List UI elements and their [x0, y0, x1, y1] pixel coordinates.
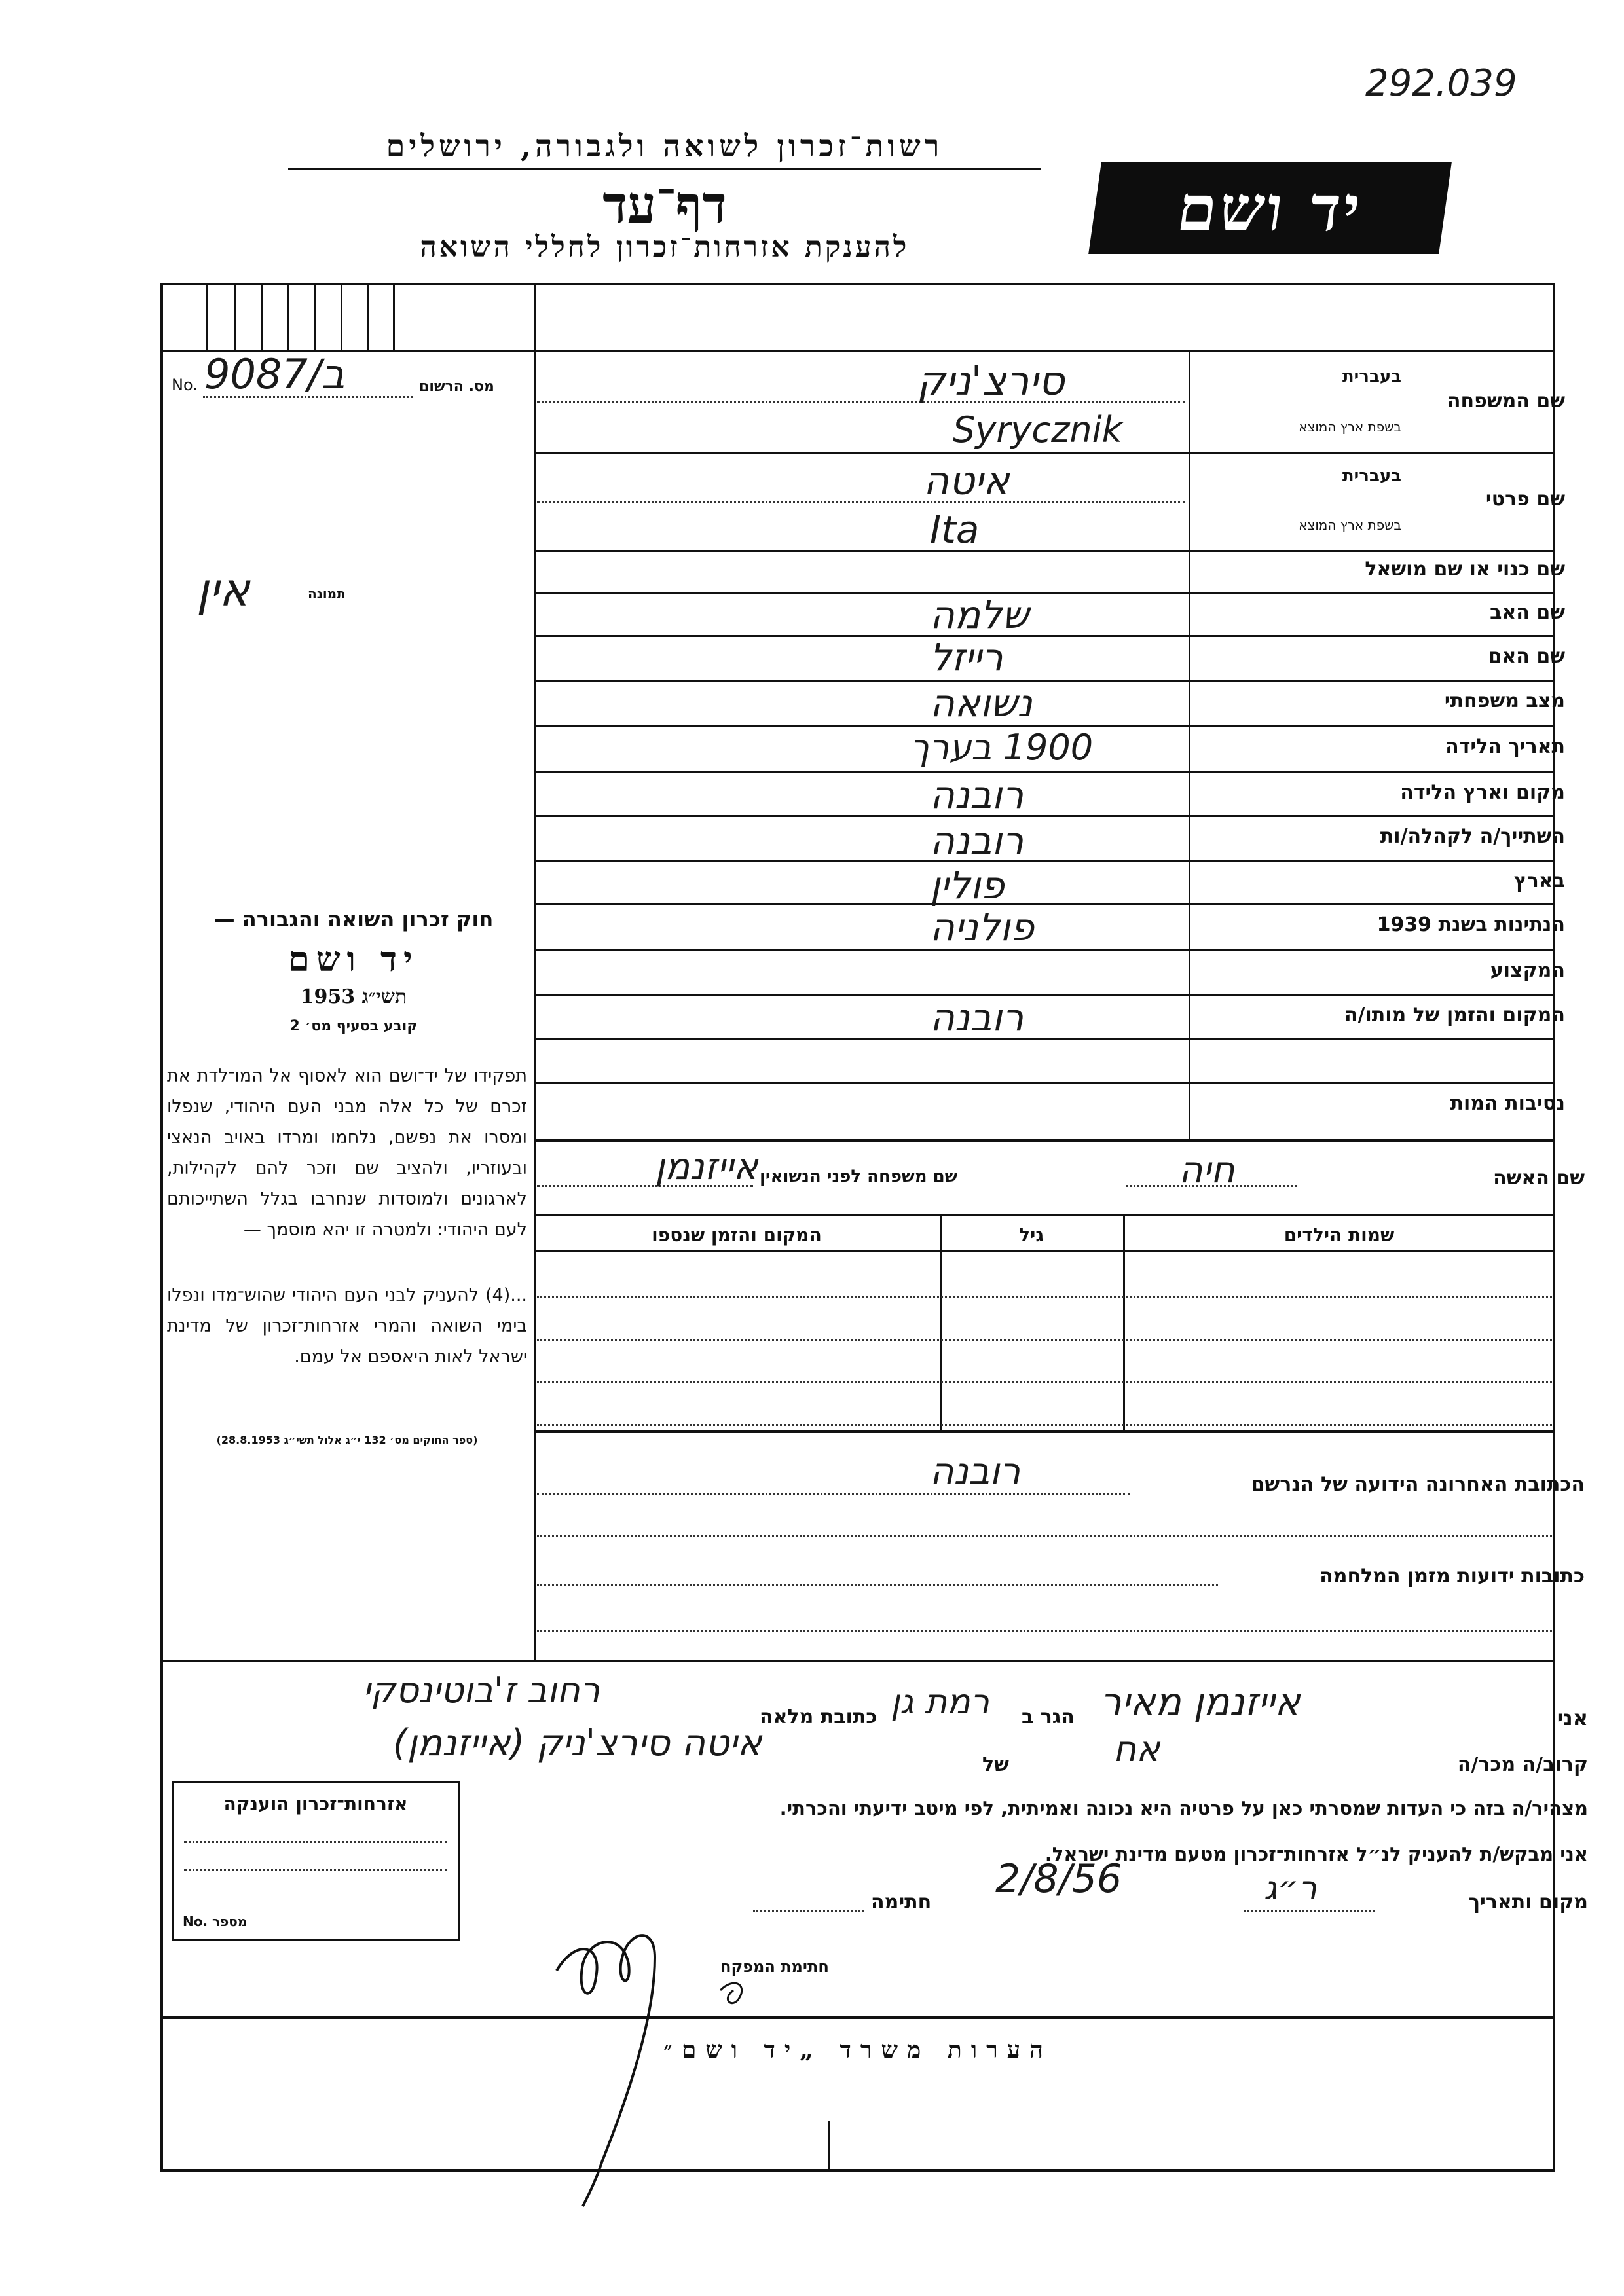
resides-value: רמת גן: [891, 1683, 989, 1722]
birth-place-value: רובנה: [930, 773, 1024, 817]
spouse-maiden: אייזנמן: [655, 1146, 758, 1188]
supervisor-label: חתימת המפקח: [720, 1958, 829, 1976]
statement-2: אני מבקש/ת להעניק לנ״ל אזרחות־זכרון מטעם מדינת ישראל.: [1044, 1843, 1588, 1865]
registration-no-label: No.: [172, 376, 198, 394]
declaration-i-label: אני: [1557, 1705, 1588, 1730]
father-label: שם האב: [1490, 601, 1565, 624]
last-address-label: הכתובת האחרונה הידועה של הנרשם: [1251, 1473, 1585, 1496]
citizenship-box-title: אזרחות־זכרון הוענקה: [223, 1793, 408, 1815]
citizenship-value: פולניה: [930, 905, 1035, 949]
relative-label: קרוב/ה מכר/ה: [1457, 1753, 1588, 1776]
law-title: חוק זכרון השואה והגבורה —: [213, 907, 494, 932]
photo-note: אין: [196, 563, 250, 617]
label-column-divider: [1189, 350, 1190, 1139]
given-name-label: שם פרטי: [1485, 488, 1565, 511]
community-value: רובנה: [930, 818, 1024, 863]
children-place-header: המקום והזמן שנספו: [652, 1224, 822, 1246]
mother-label: שם האם: [1488, 645, 1565, 668]
place-value: ר״ג: [1264, 1869, 1318, 1907]
of-value: איטה סירצ'ניק (אייזנמן): [393, 1722, 762, 1764]
mother-value: רייזל: [930, 635, 1003, 680]
given-hebrew: איטה: [923, 458, 1010, 504]
yad-vashem-logo: [1088, 162, 1452, 254]
surname-origin: Syrycznik: [953, 409, 1122, 450]
registration-number: 9087/ב: [204, 350, 345, 398]
spouse-name: חיה: [1179, 1149, 1235, 1192]
law-source: (ספר החוקים מס׳ 132 י״ג אלול תשי״ג 28.8.1953): [216, 1434, 478, 1446]
law-text-1: תפקידו של יד־ושם הוא לאסוף אל המו־לדת את זכרם של כל אלה מבני העם היהודי, שנפלו ומסרו את נפשם, נלחמו ומרדו באויב הנאצי ובעוזריו, ולהציב שם וזכר להם לקהילות, לארגונים ולמוסדות שנחרבו בגלל השתייכותם לעם היהודי: ולמטרה זו יהא מוסמך —: [167, 1066, 527, 1240]
authority-title: רשות־זכרון לשואה ולגבורה, ירושלים: [288, 128, 1041, 170]
given-origin-label: בשפת ארץ המוצא: [1299, 517, 1401, 533]
statement-1: מצהיר/ה בזה כי העדות שמסרתי כאן על פרטיה היא נכונה ואמיתית, לפי מיטב ידיעתי והכרתי.: [779, 1797, 1588, 1819]
of-label: של: [982, 1753, 1009, 1776]
registration-label: מס. הרשום: [419, 378, 494, 395]
citizenship-box: [172, 1781, 460, 1941]
date-value: 2/8/56: [995, 1856, 1122, 1902]
last-address-value: רובנה: [930, 1450, 1021, 1493]
profession-label: המקצוע: [1490, 959, 1565, 982]
logo-text: יד ושם: [1172, 171, 1368, 246]
death-place-label: המקום והזמן של מותו/ה: [1344, 1004, 1565, 1027]
marital-value: נשואה: [930, 681, 1033, 725]
law-text-2: ...(4) להעניק לבני העם היהודי שהוש־מדו ונפלו בימי השואה והמרי אזרחות־זכרון של מדינת ישראל לאות היאספם אל עמם.: [167, 1285, 527, 1367]
children-col-div-2: [940, 1214, 942, 1430]
spouse-maiden-label: שם משפחה לפני הנשואין: [760, 1167, 958, 1186]
death-cause-label: נסיבות המות: [1450, 1092, 1565, 1115]
community-label: השתייך/ה לקהלה/ות: [1380, 825, 1565, 848]
father-value: שלמה: [930, 592, 1029, 637]
children-col-div-1: [1123, 1214, 1125, 1430]
spouse-label: שם האשה: [1493, 1167, 1585, 1190]
citizenship-no-en: No.: [183, 1914, 208, 1929]
full-address-value: רחוב ז'בוטינסקי: [362, 1669, 600, 1711]
birth-date-label: תאריך הלידה: [1445, 735, 1565, 758]
photo-label: תמונה: [308, 586, 346, 602]
surname-label: שם המשפחה: [1447, 390, 1565, 412]
nickname-label: שם כנוי או שם מושאל: [1365, 558, 1565, 581]
signature-label: חתימה: [871, 1891, 932, 1914]
death-place-value: רובנה: [930, 995, 1024, 1040]
birth-date-value: 1900 בערך: [910, 727, 1094, 768]
left-column-divider: [534, 283, 536, 1661]
citizenship-no-he: מספר: [212, 1914, 248, 1929]
declaration-name: אייזנמן מאיר: [1100, 1679, 1301, 1724]
birth-place-label: מקום וארץ הלידה: [1400, 781, 1565, 804]
children-age-header: גיל: [1019, 1224, 1044, 1246]
surname-origin-label: בשפת ארץ המוצא: [1299, 419, 1401, 435]
law-name: יד ושם: [288, 939, 419, 979]
resides-label: הגר ב: [1022, 1705, 1075, 1728]
given-hebrew-label: בעברית: [1342, 466, 1401, 486]
surname-hebrew-label: בעברית: [1342, 367, 1401, 386]
archive-number: 292.039: [1365, 62, 1517, 105]
place-date-label: מקום ותאריך: [1468, 1891, 1588, 1914]
war-address-label: כתובות ידועות מזמן המלחמה: [1320, 1565, 1585, 1588]
surname-hebrew: סירצ'ניק: [917, 357, 1065, 405]
form-title: דף־עד: [602, 175, 727, 235]
country-label: בארץ: [1513, 869, 1565, 892]
form-subtitle: להענקת אזרחות־זכרון לחללי השואה: [420, 230, 910, 264]
relative-value: אח: [1113, 1728, 1160, 1770]
citizenship-label: הנתינות בשנת 1939: [1376, 913, 1565, 936]
children-names-header: שמות הילדים: [1283, 1224, 1395, 1246]
country-value: פולין: [930, 863, 1005, 907]
law-year: תשי״ג 1953: [300, 985, 407, 1008]
law-section: קובע בסעיף מס׳ 2: [289, 1018, 418, 1034]
given-origin: Ita: [930, 507, 980, 552]
marital-label: מצב משפחתי: [1444, 689, 1565, 712]
office-notes: הערות משרד „יד ושם״: [663, 2036, 1052, 2064]
full-address-label: כתובת מלאה: [760, 1705, 877, 1728]
